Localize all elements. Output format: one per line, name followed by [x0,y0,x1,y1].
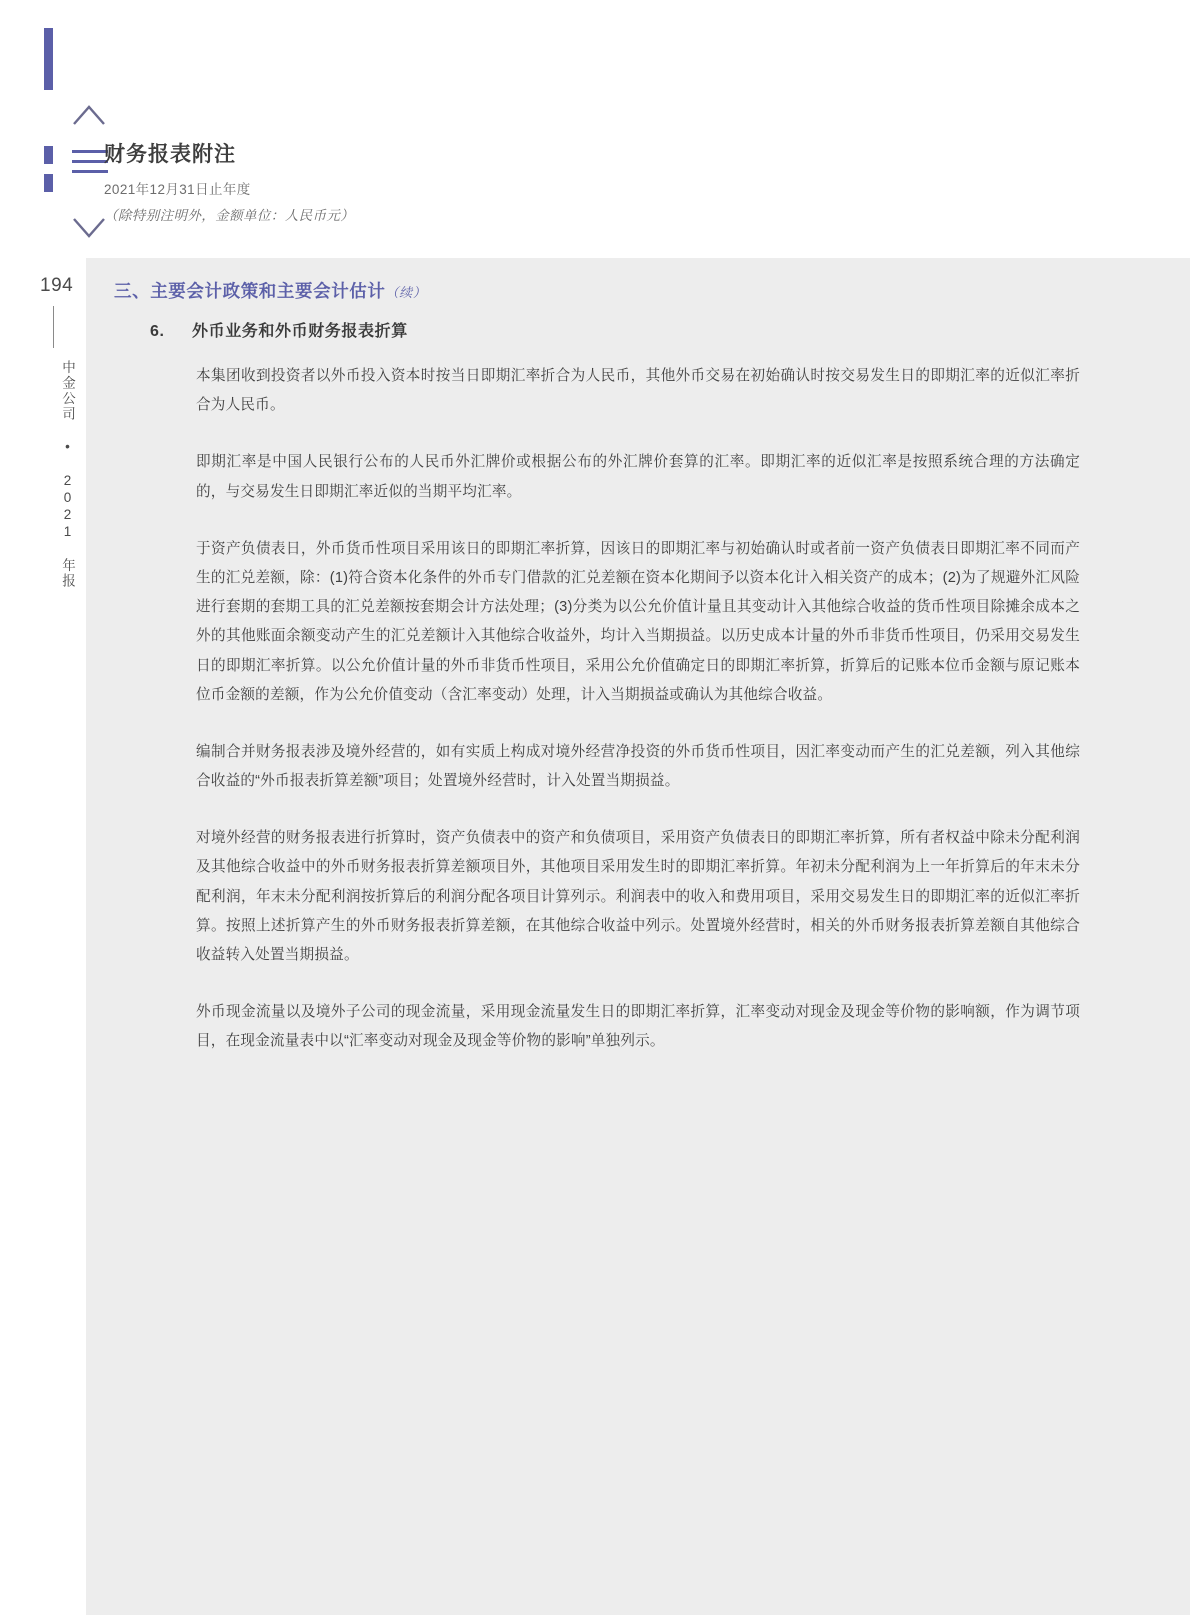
rail-bar-middle-2 [44,174,53,192]
section-continued-mark: （续） [385,285,427,300]
subsection-heading [150,318,1050,341]
period-subtitle: 2021年12月31日止年度 [104,182,251,197]
paragraph: 即期汇率是中国人民银行公布的人民币外汇牌价或根据公布的外汇牌价套算的汇率。即期汇率的近似汇率是按照系统合理的方法确定的，与交易发生日即期汇率近似的当期平均汇率。 [196,454,1080,500]
currency-unit-note: （除特别注明外，金额单位：人民币元） [104,208,355,223]
rail-bar-middle-1 [44,146,53,164]
subsection-title: 外币业务和外币财务报表折算 [192,323,408,340]
rail-bar-top [44,28,53,90]
paragraph: 编制合并财务报表涉及境外经营的，如有实质上构成对境外经营净投资的外币货币性项目，因汇率变动而产生的汇兑差额，列入其他综合收益的“外币报表折算差额”项目；处置境外经营时，计入处置当期损益。 [196,743,1080,790]
chevron-down-icon [72,214,106,240]
decorative-rail [42,28,82,238]
paragraph: 本集团收到投资者以外币投入资本时按当日即期汇率折合为人民币，其他外币交易在初始确认时按交易发生日的即期汇率的近似汇率折合为人民币。 [196,368,1080,414]
paragraph: 于资产负债表日，外币货币性项目采用该日的即期汇率折算，因该日的即期汇率与初始确认时或者前一资产负债表日即期汇率不同而产生的汇兑差额，除：(1)符合资本化条件的外币专门借款的汇兑差额在资本化期间予以资本化计入相关资产的成本；(2)为了规避外汇风险进行套期的套期工具的汇兑差额按套期会计方法处理；(3)分类为以公允价值计量且其变动计入其他综合收益的货币性项目除摊余成本之外的其他账面余额变动产生的汇兑差额计入其他综合收益外，均计入当期损益。以历史成本计量的外币非货币性项目，仍采用交易发生日的即期汇率折算。以公允价值计量的外币非货币性项目，采用公允价值确定日的即期汇率折算，折算后的记账本位币金额与原记账本位币金额的差额，作为公允价值变动（含汇率变动）处理，计入当期损益或确认为其他综合收益。 [196,540,1080,703]
section-heading-text: 三、主要会计政策和主要会计估计 [114,281,386,301]
spine-label: 中金公司 • 2021 年报 [60,360,75,589]
body-copy [196,362,1080,1057]
section-heading [114,278,426,303]
paragraph: 对境外经营的财务报表进行折算时，资产负债表中的资产和负债项目，采用资产负债表日的即期汇率折算，所有者权益中除未分配利润及其他综合收益中的外币财务报表折算差额项目外，其他项目采用发生时的即期汇率折算。年初未分配利润为上一年折算后的年末未分配利润，年末未分配利润按折算后的利润分配各项目计算列示。利润表中的收入和费用项目，采用交易发生日的即期汇率的近似汇率折算。按照上述折算产生的外币财务报表折算差额，在其他综合收益中列示。处置境外经营时，相关的外币财务报表折算差额自其他综合收益转入处置当期损益。 [196,830,1080,963]
document-header [104,138,804,224]
chevron-up-icon [72,102,106,128]
page-title: 财务报表附注 [104,143,236,166]
page-number: 194 [40,275,74,296]
paragraph: 外币现金流量以及境外子公司的现金流量，采用现金流量发生日的即期汇率折算，汇率变动对现金及现金等价物的影响额，作为调节项目，在现金流量表中以“汇率变动对现金及现金等价物的影响”单独列示。 [196,1004,1080,1050]
subsection-number: 6. [150,323,165,340]
spine-divider [53,306,54,348]
rail-lines-icon [72,150,108,180]
